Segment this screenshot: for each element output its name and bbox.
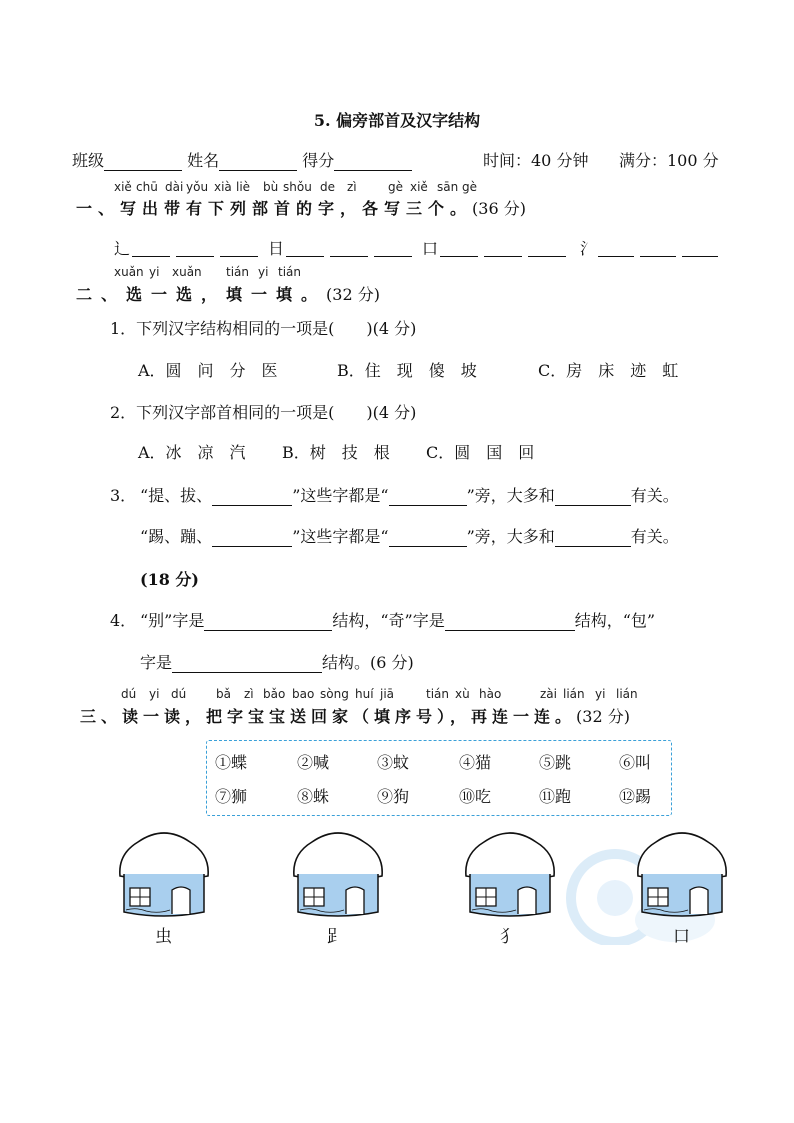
- pinyin: huí: [355, 687, 374, 701]
- pinyin: bǎo: [263, 687, 286, 701]
- q2-option-a[interactable]: A．冰 凉 汽: [138, 443, 246, 462]
- pinyin: hào: [479, 687, 502, 701]
- pinyin: gè: [462, 180, 477, 194]
- q3-text: ”这些字都是“: [292, 486, 389, 505]
- section2-heading: [76, 282, 380, 305]
- section2-score: (32 分): [326, 285, 380, 304]
- house-label-mouth: 口: [673, 927, 690, 947]
- class-field[interactable]: [104, 154, 182, 171]
- pinyin: bao: [292, 687, 315, 701]
- pinyin: chū: [136, 180, 158, 194]
- pinyin: bù: [263, 180, 279, 194]
- character-item[interactable]: ⑫踢: [619, 787, 652, 806]
- q3-line2: [140, 524, 679, 547]
- answer-blank[interactable]: [220, 240, 258, 257]
- section3-title: 三、读一读，把字宝宝送回家（填序号），再连一连。: [80, 707, 577, 726]
- q4-text: “别”字是: [140, 611, 205, 630]
- character-item[interactable]: ⑤跳: [539, 753, 572, 772]
- answer-blank[interactable]: [330, 240, 368, 257]
- answer-blank[interactable]: [212, 489, 292, 506]
- answer-blank[interactable]: [440, 240, 478, 257]
- q2-text: 2．下列汉字部首相同的一项是( )(4 分): [110, 403, 417, 422]
- answer-blank[interactable]: [172, 656, 322, 673]
- pinyin: sān: [437, 180, 459, 194]
- q3-text: 有关。: [630, 527, 679, 546]
- q2-option-c[interactable]: C．圆 国 回: [426, 443, 535, 462]
- character-item[interactable]: ④猫: [459, 753, 492, 772]
- radical: 氵: [580, 239, 597, 258]
- character-item[interactable]: ①蝶: [215, 753, 248, 772]
- character-item[interactable]: ⑪跑: [539, 787, 572, 806]
- section1-score: (36 分): [472, 199, 526, 218]
- house-icon[interactable]: [116, 828, 212, 920]
- q2-option-b[interactable]: B．树 技 根: [282, 443, 390, 462]
- pinyin: zì: [244, 687, 254, 701]
- radical: 辶: [114, 239, 131, 258]
- pinyin: xuǎn: [172, 265, 202, 279]
- radical: 日: [268, 239, 285, 258]
- answer-blank[interactable]: [389, 489, 467, 506]
- answer-blank[interactable]: [374, 240, 412, 257]
- name-field[interactable]: [219, 154, 297, 171]
- score-label: 得分: [302, 151, 335, 170]
- house-icon[interactable]: [290, 828, 386, 920]
- character-item[interactable]: ⑥叫: [619, 753, 652, 772]
- pinyin: xiě: [410, 180, 428, 194]
- section2-title: 二、选一选，填一填。: [76, 285, 327, 304]
- pinyin: zài: [540, 687, 557, 701]
- answer-blank[interactable]: [212, 530, 292, 547]
- pinyin: lián: [563, 687, 585, 701]
- answer-blank[interactable]: [286, 240, 324, 257]
- pinyin: dài: [165, 180, 184, 194]
- q1-option-b[interactable]: B．住 现 傻 坡: [337, 361, 477, 380]
- class-label: 班级: [72, 151, 105, 170]
- pinyin: xià: [214, 180, 232, 194]
- pinyin: bǎ: [216, 687, 231, 701]
- house-label-foot: 𧾷: [327, 927, 344, 947]
- answer-blank[interactable]: [598, 240, 634, 257]
- section3-pinyin: [0, 687, 794, 703]
- score-field[interactable]: [334, 154, 412, 171]
- house-icon[interactable]: [634, 828, 730, 920]
- pinyin: jiā: [380, 687, 395, 701]
- pinyin: yǒu: [186, 180, 209, 194]
- pinyin: liè: [236, 180, 251, 194]
- answer-blank[interactable]: [640, 240, 676, 257]
- q3-score: (18 分): [140, 570, 199, 589]
- pinyin: yi: [149, 687, 160, 701]
- section1-title: 一、写出带有下列部首的字，各写三个。: [76, 199, 473, 218]
- pinyin: xiě: [114, 180, 132, 194]
- q3-number: 3．: [110, 486, 137, 505]
- pinyin: tián: [278, 265, 301, 279]
- answer-blank[interactable]: [528, 240, 566, 257]
- pinyin: de: [320, 180, 335, 194]
- q4-text: 字是: [140, 653, 173, 672]
- q4-number: 4．: [110, 611, 137, 630]
- character-item[interactable]: ⑦狮: [215, 787, 248, 806]
- info-line: [72, 148, 412, 171]
- full-score-info: 满分：100 分: [619, 151, 719, 170]
- answer-blank[interactable]: [389, 530, 467, 547]
- answer-blank[interactable]: [484, 240, 522, 257]
- pinyin: yi: [595, 687, 606, 701]
- section1-heading: [76, 196, 526, 219]
- character-item[interactable]: ⑨狗: [377, 787, 410, 806]
- q4-line1: [140, 608, 655, 631]
- pinyin: dú: [171, 687, 187, 701]
- pinyin: tián: [426, 687, 449, 701]
- pinyin: zì: [347, 180, 357, 194]
- section2-pinyin: [0, 265, 794, 281]
- answer-blank[interactable]: [555, 530, 631, 547]
- answer-blank[interactable]: [682, 240, 718, 257]
- q4-line2: [140, 650, 414, 673]
- pinyin: dú: [121, 687, 137, 701]
- pinyin: xù: [455, 687, 470, 701]
- q1-text: 1．下列汉字结构相同的一项是( )(4 分): [110, 319, 417, 338]
- page-title: 5. 偏旁部首及汉字结构: [313, 111, 481, 130]
- radical: 口: [422, 239, 439, 258]
- q4-text: 结构，“奇”字是: [332, 611, 445, 630]
- answer-blank[interactable]: [204, 614, 332, 631]
- name-label: 姓名: [187, 151, 220, 170]
- character-item[interactable]: ⑩吃: [459, 787, 492, 806]
- pinyin: lián: [616, 687, 638, 701]
- character-item[interactable]: ⑧蛛: [297, 787, 330, 806]
- q1-option-c[interactable]: C．房 床 迹 虹: [538, 361, 679, 380]
- pinyin: yi: [149, 265, 160, 279]
- pinyin: sòng: [320, 687, 349, 701]
- answer-blank[interactable]: [132, 240, 170, 257]
- q3-line1: [140, 483, 679, 506]
- q3-text: “踢、蹦、: [140, 527, 213, 546]
- answer-blank[interactable]: [555, 489, 631, 506]
- pinyin: xuǎn: [114, 265, 144, 279]
- pinyin: shǒu: [283, 180, 312, 194]
- pinyin: gè: [388, 180, 403, 194]
- q1-option-a[interactable]: A．圆 问 分 医: [138, 361, 278, 380]
- time-info: 时间：40 分钟: [483, 151, 589, 170]
- q3-text: “提、拔、: [140, 486, 213, 505]
- house-label-insect: 虫: [155, 927, 172, 947]
- q4-text: 结构。(6 分): [322, 653, 414, 672]
- answer-blank[interactable]: [445, 614, 575, 631]
- section1-radicals: [0, 236, 794, 260]
- q3-text: ”旁，大多和: [466, 527, 555, 546]
- q4-text: 结构，“包”: [574, 611, 656, 630]
- house-icon[interactable]: [462, 828, 558, 920]
- section3-score: (32 分): [576, 707, 630, 726]
- q3-text: ”这些字都是“: [292, 527, 389, 546]
- pinyin: tián: [226, 265, 249, 279]
- character-item[interactable]: ③蚊: [377, 753, 410, 772]
- section3-heading: [80, 704, 630, 727]
- house-label-dog: 犭: [500, 927, 517, 947]
- pinyin: yi: [258, 265, 269, 279]
- section1-pinyin: [0, 180, 794, 196]
- q3-text: ”旁，大多和: [466, 486, 555, 505]
- character-box: [206, 740, 672, 816]
- q3-text: 有关。: [630, 486, 679, 505]
- answer-blank[interactable]: [176, 240, 214, 257]
- character-item[interactable]: ②喊: [297, 753, 330, 772]
